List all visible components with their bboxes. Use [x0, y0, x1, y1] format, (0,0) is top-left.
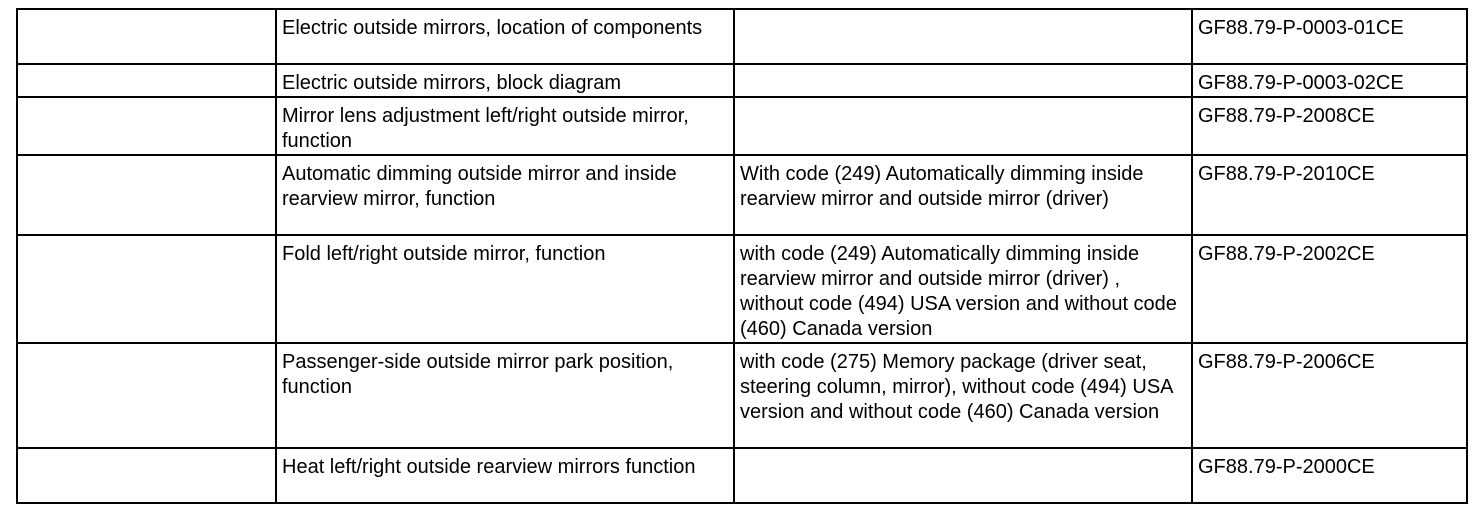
empty-cell — [17, 235, 276, 343]
table-row — [17, 448, 1467, 503]
table-row — [17, 343, 1467, 448]
document-id-link[interactable]: GF88.79-P-2000CE — [1192, 448, 1467, 503]
document-title: Automatic dimming outside mirror and inside rearview mirror, function — [276, 155, 734, 235]
empty-cell — [17, 155, 276, 235]
document-id-link[interactable]: GF88.79-P-2002CE — [1192, 235, 1467, 343]
empty-cell — [17, 64, 276, 97]
empty-cell — [17, 343, 276, 448]
document-title: Electric outside mirrors, location of components — [276, 9, 734, 64]
table-row — [17, 64, 1467, 97]
condition-cell — [734, 97, 1192, 155]
document-id-link[interactable]: GF88.79-P-2006CE — [1192, 343, 1467, 448]
table-row — [17, 97, 1467, 155]
document-id-link[interactable]: GF88.79-P-0003-02CE — [1192, 64, 1467, 97]
document-title: Fold left/right outside mirror, function — [276, 235, 734, 343]
condition-cell — [734, 9, 1192, 64]
condition-cell — [734, 448, 1192, 503]
document-title: Electric outside mirrors, block diagram — [276, 64, 734, 97]
document-id-link[interactable]: GF88.79-P-2008CE — [1192, 97, 1467, 155]
empty-cell — [17, 9, 276, 64]
document-id-link[interactable]: GF88.79-P-0003-01CE — [1192, 9, 1467, 64]
empty-cell — [17, 448, 276, 503]
condition-cell: With code (249) Automatically dimming inside rearview mirror and outside mirror (driver) — [734, 155, 1192, 235]
document-title: Mirror lens adjustment left/right outside mirror, function — [276, 97, 734, 155]
empty-cell — [17, 97, 276, 155]
table-row — [17, 155, 1467, 235]
table-row — [17, 9, 1467, 64]
condition-cell — [734, 64, 1192, 97]
document-id-link[interactable]: GF88.79-P-2010CE — [1192, 155, 1467, 235]
condition-cell: with code (249) Automatically dimming inside rearview mirror and outside mirror (driver) , without code (494) USA version and without code (460) Canada version — [734, 235, 1192, 343]
table-row — [17, 235, 1467, 343]
document-title: Passenger-side outside mirror park position, function — [276, 343, 734, 448]
condition-cell: with code (275) Memory package (driver seat, steering column, mirror), without code (494) USA version and without code (460) Canada version — [734, 343, 1192, 448]
document-title: Heat left/right outside rearview mirrors function — [276, 448, 734, 503]
document-table — [16, 8, 1468, 504]
